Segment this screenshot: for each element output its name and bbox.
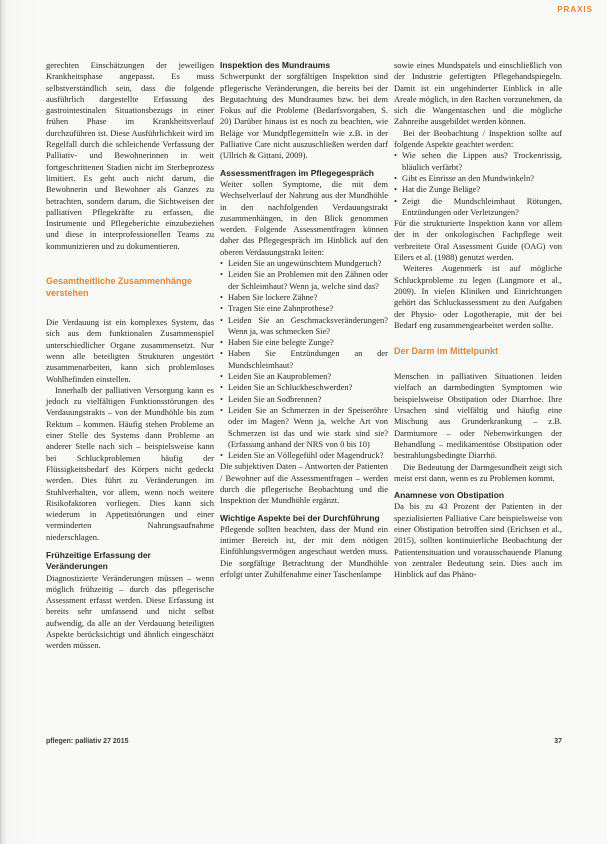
paragraph: Pflegende sollten beachten, dass der Mund ein intimer Bereich ist, der mit dem nötigen Einfühlungsvermögen angeschaut werden muss. Die sorgfältige Betrachtung der Mundhöhle erfolgt unter Zuhilfenahme einer Taschenlampe — [220, 523, 388, 580]
paragraph: Weiteres Augenmerk ist auf mögliche Schluckprobleme zu legen (Langmore et al., 2009). In vielen Kliniken und Einrichtungen gehört das Schluckassessment zu den Aufgaben der Physio- oder Logotherapie, mit der bei Bedarf eng zusammengearbeitet werden sollte. — [394, 263, 562, 330]
section-label: PRAXIS — [557, 5, 593, 14]
list-item: • Leiden Sie an Völlegefühl oder Magendruck? — [220, 450, 388, 461]
list-item: • Haben Sie Entzündungen an der Mundschleimhaut? — [220, 348, 388, 371]
subheading: Wichtige Aspekte bei der Durchführung — [220, 512, 380, 523]
list-item: • Leiden Sie an Kauproblemen? — [220, 371, 388, 382]
paragraph: Menschen in palliativen Situationen leiden vielfach an darmbedingten Symptomen wie beispielsweise Obstipation oder Diarrhoe. Ihre Ursachen sind vielfältig und häufig eine Mischung aus Grunderkrankung – z.B. Darmtumore – oder Nebenwirkungen der Behandlung – medikamentöse Obstipation oder bestrahlungsbedingte Diarrhö. — [394, 371, 562, 461]
list-item: • Leiden Sie an Schmerzen in der Speiseröhre oder im Magen? Wenn ja, welche Art von Schmerzen ist das und wie stark sind sie? (Erfassung anhand der NRS von 0 bis 10) — [220, 405, 388, 450]
subheading: Anamnese von Obstipation — [394, 490, 505, 501]
list-item: • Leiden Sie an Problemen mit den Zähnen oder der Schleimhaut? Wenn ja, welche sind das? — [220, 269, 388, 292]
list-item: • Zeigt die Mundschleimhaut Rötungen, Entzündungen oder Verletzungen? — [394, 196, 562, 219]
list-item: • Leiden Sie an Schluckbeschwerden? — [220, 382, 388, 393]
paragraph: Schwerpunkt der sorgfältigen Inspektion sind pflegerische Veränderungen, die bereits bei der Begutachtung des Mundraumes bzw. bei dem Fokus auf die Probleme (Bedarfsvorgaben, S. 20) Darüber hinaus ist es noch zu beachten, wie Beläge vor Mundpflegemitteln wie z.B. in der Palliative Care nicht auszuschließen werden darf (Ullrich & Gittani, 2009). — [220, 71, 388, 161]
list-item: • Wie sehen die Lippen aus? Trockenrissig, bläulich verfärbt? — [394, 150, 562, 173]
paragraph: Die subjektiven Daten – Antworten der Patienten / Bewohner auf die Assessmentfragen – werden durch die pflegerische Beobachtung und die Inspektion der Mundhöhle ergänzt. — [220, 461, 388, 506]
paragraph: Für die strukturierte Inspektion kann vor allem der in der onkologischen Fachpflege weit verbreitete Oral Assessment Guide (OAG) von Eilers et al. (1988) genutzt werden. — [394, 218, 562, 263]
page-number: 37 — [554, 738, 562, 745]
assessment-question-list — [220, 258, 388, 461]
paragraph: Innerhalb der palliativen Versorgung kann es jedoch zu vielfältigen Funktionsstörungen des Verdauungstrakts – von der Mundhöhle bis zum Rektum – kommen. Häufig stehen Probleme an einer Stelle des Systems dann Probleme an anderer Stelle nach sich – beispielsweise kann bei Schluckproblemen häufig der Flüssigkeitsbedarf des Körpers nicht gedeckt werden. Dies führt zu Veränderungen im Stuhlverhalten, vor allem, wenn noch weitere Risikofaktoren vorliegen. Dies kann sich wiederum in Appetitstörungen und einer verminderten Nahrungsaufnahme niederschlagen. — [46, 384, 214, 542]
section-heading: Der Darm im Mittelpunkt — [394, 346, 499, 357]
list-item: • Hat die Zunge Beläge? — [394, 184, 562, 195]
list-item: • Haben Sie eine belegte Zunge? — [220, 337, 388, 348]
subheading: Assessmentfragen im Pflegegespräch — [220, 167, 375, 178]
paragraph: Weiter sollen Symptome, die mit dem Wechselverlauf der Nahrung aus der Mundhöhle in den nachfolgenden Verdauungstrakt zusammenhängen, in den Blick genommen werden. Folgende Assessmentfragen können daher das Pflegegespräch im Hinblick auf den oberen Verdauungstrakt leiten: — [220, 178, 388, 257]
column-2 — [220, 60, 388, 580]
list-item: • Leiden Sie an Sodbrennen? — [220, 394, 388, 405]
page-footer — [46, 738, 562, 745]
journal-name: pflegen: palliativ 27 2015 — [46, 738, 129, 745]
section-heading: Gesamtheitliche Zusammenhänge verstehen — [46, 276, 193, 299]
paragraph: Da bis zu 43 Prozent der Patienten in der spezialisierten Palliative Care beispielsweise von einer Obstipation betroffen sind (Erichsen et al., 2015), sollten kontinuierliche Beobachtung der Patientensituation und vorausschauende Planung von zentraler Bedeutung sein. Dies auch im Hinblick auf das Phäno- — [394, 501, 562, 580]
list-item: • Leiden Sie an Geschmacksveränderungen? Wenn ja, was schmecken Sie? — [220, 315, 388, 338]
inspection-aspect-list — [394, 150, 562, 218]
paragraph: Bei der Beobachtung / Inspektion sollte auf folgende Aspekte geachtet werden: — [394, 127, 562, 150]
list-item: • Gibt es Einrisse an den Mundwinkeln? — [394, 173, 562, 184]
list-item: • Leiden Sie an ungewünschtem Mundgeruch? — [220, 258, 388, 269]
column-1 — [46, 60, 214, 652]
paragraph: sowie eines Mundspatels und einschließlich von der Industrie gefertigten Pflegehandspiegeln. Damit ist ein ungehinderter Einblick in alle Areale möglich, in den Rachen vorzunehmen, da sich die Wangentaschen und die mögliche Zahnreihe ausgebildet werden können. — [394, 60, 562, 127]
paragraph: Diagnostizierte Veränderungen müssen – wenn möglich frühzeitig – durch das pflegerische Assessment erfasst werden. Diese Erfassung ist bereits sehr umfassend und nicht selbst aufwendig, da alle an der Verdauung beteiligten Aspekte berücksichtigt und ähnlich eingeschätzt werden müssen. — [46, 572, 214, 651]
column-3 — [394, 60, 562, 580]
subheading: Inspektion des Mundraums — [220, 60, 331, 70]
paragraph: Die Verdauung ist ein komplexes System, das sich aus dem funktionalen Zusammenspiel unterschiedlicher Organe zusammensetzt. Nur wenn alle beteiligten Strukturen ungestört zusammenarbeiten, kann sich problemloses Wohlbefinden einstellen. — [46, 317, 214, 384]
paragraph: gerechten Einschätzungen der jeweiligen Krankheitsphase angepasst. Es muss selbstverständlich sein, dass die folgende ausführlich dargestellte Erfassung des gastrointestinalen Situationsbezugs in einer frühen Phase im Krankheitsverlauf durchzuführen ist. Diese Ausführlichkeit wird im Regelfall durch die schleichende Verfassung der Palliativ- und Bewohnerinnen in weit fortgeschrittenen Stadien nicht im Sterbeprozess limitiert. Es geht auch nicht darum, die Bewohnerin und Bewohner als Ganzes zu betrachten, sondern darum, die Sichtweisen der palliativen Pflegekräfte zu erfassen, die Instrumente und Pflegeberichte einzubeziehen und diese in interprofessionellen Teams zu kommunizieren und zu dokumentieren. — [46, 60, 214, 251]
paragraph: Die Bedeutung der Darmgesundheit zeigt sich meist erst dann, wenn es zu Problemen kommt. — [394, 461, 562, 483]
subheading: Frühzeitige Erfassung der Veränderungen — [46, 549, 151, 572]
list-item: • Haben Sie lockere Zähne? — [220, 292, 388, 303]
list-item: • Tragen Sie eine Zahnprothese? — [220, 303, 388, 314]
